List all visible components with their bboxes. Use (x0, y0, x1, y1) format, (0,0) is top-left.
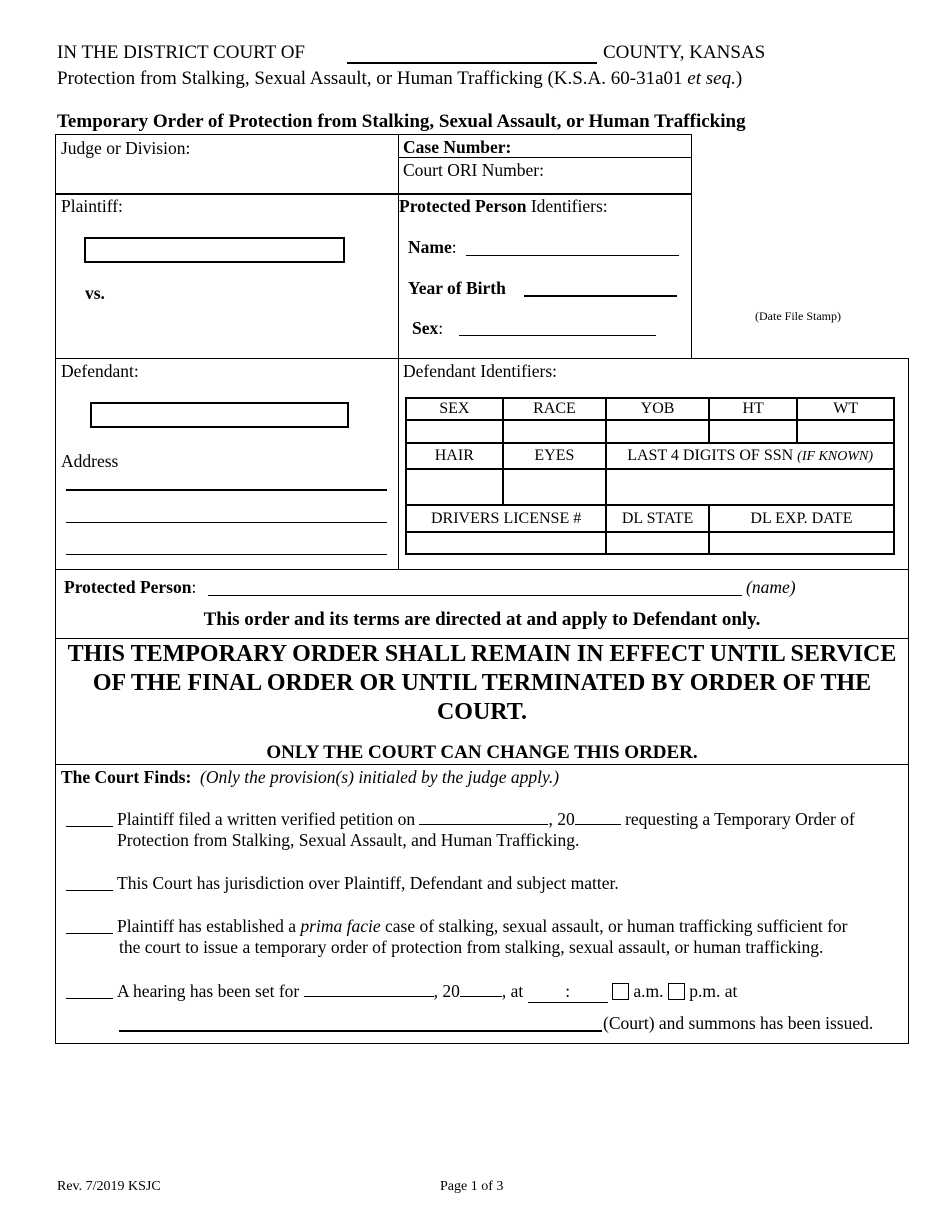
vs-label: vs. (85, 283, 105, 303)
page-number: Page 1 of 3 (440, 1179, 504, 1194)
pm-checkbox[interactable] (668, 983, 685, 1000)
court-ori-label: Court ORI Number: (403, 160, 544, 180)
directive-text: This order and its terms are directed at and apply to Defendant only. (203, 609, 761, 630)
eyes-cell[interactable] (503, 469, 607, 505)
date-file-stamp: (Date File Stamp) (755, 309, 841, 323)
revision-note: Rev. 7/2019 KSJC (57, 1179, 161, 1194)
table-row (406, 443, 894, 469)
wt-cell[interactable] (797, 420, 894, 443)
hair-cell[interactable] (406, 469, 503, 505)
address-line-2[interactable] (66, 522, 387, 523)
protected-sex-field[interactable] (459, 335, 656, 336)
court-summons-text: (Court) and summons has been issued. (603, 1013, 874, 1033)
protected-name-field[interactable] (466, 255, 679, 256)
hair-header: HAIR (406, 443, 503, 469)
protected-name-row: Name: (408, 237, 457, 257)
sex-header: SEX (406, 398, 503, 420)
finding-4: A hearing has been set for , 20 , at : a.m. p.m. at (117, 981, 738, 1001)
table-row (406, 469, 894, 505)
finding-3-initial[interactable] (66, 933, 113, 934)
judge-division-label: Judge or Division: (61, 138, 191, 158)
yob-cell[interactable] (606, 420, 709, 443)
dl-exp-cell[interactable] (709, 532, 894, 554)
table-row (406, 420, 894, 443)
ssn-header: LAST 4 DIGITS OF SSN (IF KNOWN) (606, 443, 894, 469)
finding-1: Plaintiff filed a written verified petition on , 20 requesting a Temporary Order of (117, 809, 855, 829)
drivers-license-header: DRIVERS LICENSE # (406, 505, 606, 532)
sex-cell[interactable] (406, 420, 503, 443)
plaintiff-name-box[interactable] (84, 237, 345, 263)
court-heading: IN THE DISTRICT COURT OF (57, 42, 305, 63)
address-label: Address (61, 451, 119, 471)
finding-1-initial[interactable] (66, 826, 113, 827)
year-of-birth-field[interactable] (524, 295, 677, 297)
petition-date-field[interactable] (419, 810, 548, 825)
court-finds-heading: The Court Finds: (Only the provision(s) initialed by the judge apply.) (61, 767, 560, 787)
finding-3-continued: the court to issue a temporary order of protection from stalking, sexual assault, or human trafficking. (119, 937, 824, 957)
finding-4-initial[interactable] (66, 998, 113, 999)
eyes-header: EYES (503, 443, 607, 469)
only-court-note: ONLY THE COURT CAN CHANGE THIS ORDER. (266, 742, 698, 763)
address-line-3[interactable] (66, 554, 387, 555)
ht-header: HT (709, 398, 798, 420)
defendant-label: Defendant: (61, 361, 139, 381)
dl-state-header: DL STATE (606, 505, 709, 532)
defendant-identifiers-label: Defendant Identifiers: (403, 361, 558, 381)
defendant-identifier-table (405, 397, 895, 555)
yob-header: YOB (606, 398, 709, 420)
finding-3: Plaintiff has established a prima facie case of stalking, sexual assault, or human trafficking sufficient for (117, 916, 848, 936)
wt-header: WT (797, 398, 894, 420)
form-title: Temporary Order of Protection from Stalking, Sexual Assault, or Human Trafficking (57, 111, 746, 132)
table-row (406, 532, 894, 554)
hearing-year-field[interactable] (460, 982, 502, 997)
effect-heading: THIS TEMPORARY ORDER SHALL REMAIN IN EFFECT UNTIL SERVICE OF THE FINAL ORDER OR UNTIL TERMINATED BY ORDER OF THE COURT. (67, 641, 897, 725)
address-line-1[interactable] (66, 489, 387, 491)
race-cell[interactable] (503, 420, 607, 443)
dl-state-cell[interactable] (606, 532, 709, 554)
ht-cell[interactable] (709, 420, 798, 443)
am-checkbox[interactable] (612, 983, 629, 1000)
plaintiff-label: Plaintiff: (61, 196, 123, 216)
case-number-label: Case Number: (403, 137, 512, 157)
hearing-time-field[interactable]: : (528, 981, 608, 1003)
protected-person-name-field[interactable] (208, 595, 742, 596)
race-header: RACE (503, 398, 607, 420)
drivers-license-cell[interactable] (406, 532, 606, 554)
table-row (406, 398, 894, 420)
finding-2-initial[interactable] (66, 890, 113, 891)
protected-person-row: Protected Person: (64, 577, 197, 597)
ssn-cell[interactable] (606, 469, 894, 505)
hearing-court-field[interactable] (119, 1030, 602, 1032)
petition-year-field[interactable] (575, 810, 621, 825)
name-note: (name) (746, 577, 796, 597)
protected-identifiers-label: Protected Person Identifiers: (399, 196, 608, 216)
dl-exp-header: DL EXP. DATE (709, 505, 894, 532)
statute-subtitle: Protection from Stalking, Sexual Assault, or Human Trafficking (K.S.A. 60-31a01 et seq.) (57, 68, 743, 89)
table-row (406, 505, 894, 532)
protected-sex-row: Sex: (412, 318, 444, 338)
finding-1-continued: Protection from Stalking, Sexual Assault, and Human Trafficking. (117, 830, 580, 850)
hearing-date-field[interactable] (304, 982, 434, 997)
county-state: COUNTY, KANSAS (603, 42, 766, 63)
defendant-name-box[interactable] (90, 402, 349, 428)
finding-2: This Court has jurisdiction over Plaintiff, Defendant and subject matter. (117, 873, 619, 893)
county-blank[interactable] (347, 62, 597, 64)
year-of-birth-label: Year of Birth (408, 278, 506, 298)
